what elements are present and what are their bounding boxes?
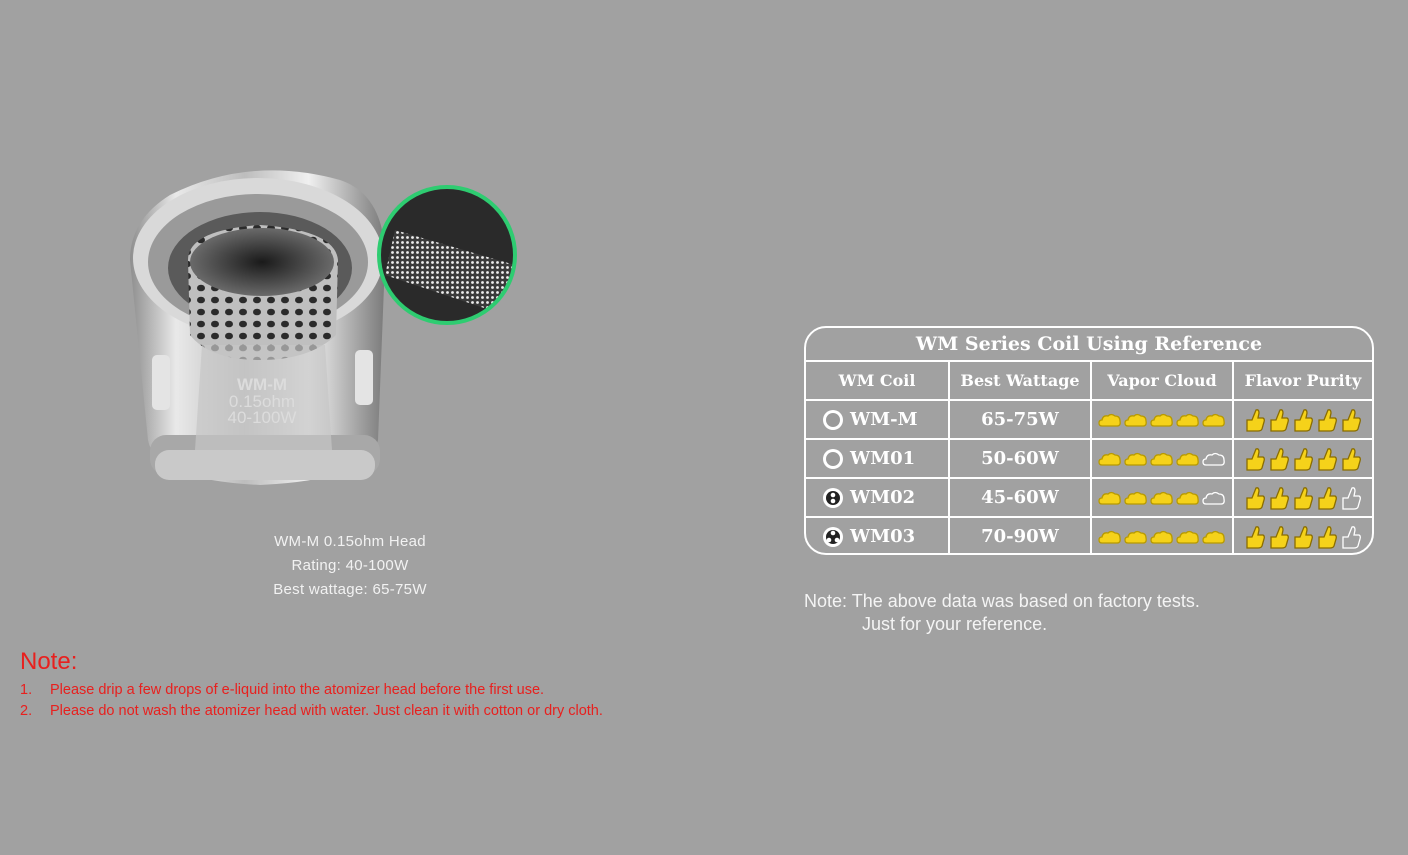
- cloud-icon: [1150, 529, 1174, 545]
- coil-name: WM01: [850, 448, 916, 469]
- thumbs-up-icon: [1340, 446, 1362, 472]
- cloud-icon: [1202, 529, 1226, 545]
- thumbs-up-icon: [1268, 407, 1290, 433]
- ring-icon: [822, 448, 844, 470]
- flavor-purity-rating: [1232, 401, 1372, 438]
- header-best-wattage: Best Wattage: [948, 362, 1090, 399]
- cloud-icon: [1124, 490, 1148, 506]
- table-row: [806, 438, 1372, 477]
- usage-note-text: Please do not wash the atomizer head with water. Just clean it with cotton or dry cloth.: [50, 703, 603, 719]
- caption-head: WM-M 0.15ohm Head: [274, 533, 426, 550]
- cloud-icon: [1124, 451, 1148, 467]
- header-vapor-cloud: Vapor Cloud: [1090, 362, 1232, 399]
- coil-name-cell: [806, 440, 948, 477]
- cloud-icon: [1098, 490, 1122, 506]
- double-coil-icon: [822, 487, 844, 509]
- coil-name-cell: [806, 518, 948, 555]
- table-title: WM Series Coil Using Reference: [915, 333, 1263, 355]
- thumbs-up-icon: [1292, 485, 1314, 511]
- thumbs-up-icon: [1244, 407, 1266, 433]
- vapor-cloud-rating: [1090, 440, 1232, 477]
- cloud-icon: [1202, 412, 1226, 428]
- vapor-cloud-rating: [1090, 518, 1232, 555]
- thumbs-up-icon: [1268, 524, 1290, 550]
- usage-note-number: 1.: [20, 682, 33, 698]
- usage-note-title: Note:: [20, 648, 78, 675]
- thumbs-up-icon: [1244, 446, 1266, 472]
- usage-note-item: [20, 701, 603, 722]
- engraving-rating: 40-100W: [227, 408, 297, 427]
- mesh-ring-icon: [822, 409, 844, 431]
- caption-rating: Rating: 40-100W: [291, 557, 409, 574]
- thumbs-up-icon: [1316, 524, 1338, 550]
- thumbs-up-icon: [1316, 446, 1338, 472]
- table-row: [806, 516, 1372, 555]
- thumbs-up-icon: [1340, 524, 1362, 550]
- cloud-icon: [1176, 529, 1200, 545]
- caption-best-wattage: Best wattage: 65-75W: [273, 581, 427, 598]
- engraving-model: WM-M: [236, 375, 288, 394]
- cloud-icon: [1150, 412, 1174, 428]
- thumbs-up-icon: [1268, 485, 1290, 511]
- thumbs-up-icon: [1244, 524, 1266, 550]
- reference-note-line1: Note: The above data was based on factory tests.: [804, 591, 1200, 611]
- engraving-resistance: 0.15ohm: [228, 392, 296, 411]
- cloud-icon: [1176, 451, 1200, 467]
- flavor-purity-rating: [1232, 518, 1372, 555]
- cloud-icon: [1202, 451, 1226, 467]
- flavor-purity-rating: [1232, 479, 1372, 516]
- table-header-row: [806, 360, 1372, 399]
- coil-name: WM03: [850, 526, 916, 547]
- vapor-cloud-rating: [1090, 479, 1232, 516]
- usage-note-text: Please drip a few drops of e-liquid into the atomizer head before the first use.: [50, 682, 545, 698]
- best-wattage-cell: 65-75W: [948, 401, 1090, 438]
- coil-reference-table: [804, 326, 1374, 555]
- best-wattage-cell: 45-60W: [948, 479, 1090, 516]
- header-wm-coil: WM Coil: [838, 371, 916, 390]
- coil-name: WM02: [850, 487, 916, 508]
- cloud-icon: [1150, 490, 1174, 506]
- table-row: [806, 477, 1372, 516]
- table-grid: [806, 360, 1372, 553]
- thumbs-up-icon: [1292, 524, 1314, 550]
- cloud-icon: [1202, 490, 1226, 506]
- cloud-icon: [1098, 412, 1122, 428]
- cloud-icon: [1124, 529, 1148, 545]
- coil-illustration: [110, 150, 530, 510]
- thumbs-up-icon: [1340, 485, 1362, 511]
- cloud-icon: [1176, 490, 1200, 506]
- flavor-purity-rating: [1232, 440, 1372, 477]
- thumbs-up-icon: [1292, 446, 1314, 472]
- coil-product-image: [110, 150, 530, 510]
- cloud-icon: [1098, 529, 1122, 545]
- reference-note: [804, 590, 1200, 636]
- thumbs-up-icon: [1292, 407, 1314, 433]
- header-flavor-purity: Flavor Purity: [1232, 362, 1372, 399]
- coil-name-cell: [806, 479, 948, 516]
- thumbs-up-icon: [1316, 407, 1338, 433]
- thumbs-up-icon: [1244, 485, 1266, 511]
- product-caption: [200, 530, 500, 602]
- usage-note-number: 2.: [20, 703, 33, 719]
- usage-note: [20, 648, 603, 722]
- thumbs-up-icon: [1268, 446, 1290, 472]
- vapor-cloud-rating: [1090, 401, 1232, 438]
- table-row: [806, 399, 1372, 438]
- cloud-icon: [1124, 412, 1148, 428]
- coil-name: WM-M: [850, 409, 918, 430]
- usage-note-item: [20, 680, 603, 701]
- thumbs-up-icon: [1316, 485, 1338, 511]
- cloud-icon: [1150, 451, 1174, 467]
- coil-name-cell: [806, 401, 948, 438]
- best-wattage-cell: 50-60W: [948, 440, 1090, 477]
- cloud-icon: [1176, 412, 1200, 428]
- reference-note-line2: Just for your reference.: [862, 614, 1048, 634]
- triple-coil-icon: [822, 526, 844, 548]
- best-wattage-cell: 70-90W: [948, 518, 1090, 555]
- cloud-icon: [1098, 451, 1122, 467]
- thumbs-up-icon: [1340, 407, 1362, 433]
